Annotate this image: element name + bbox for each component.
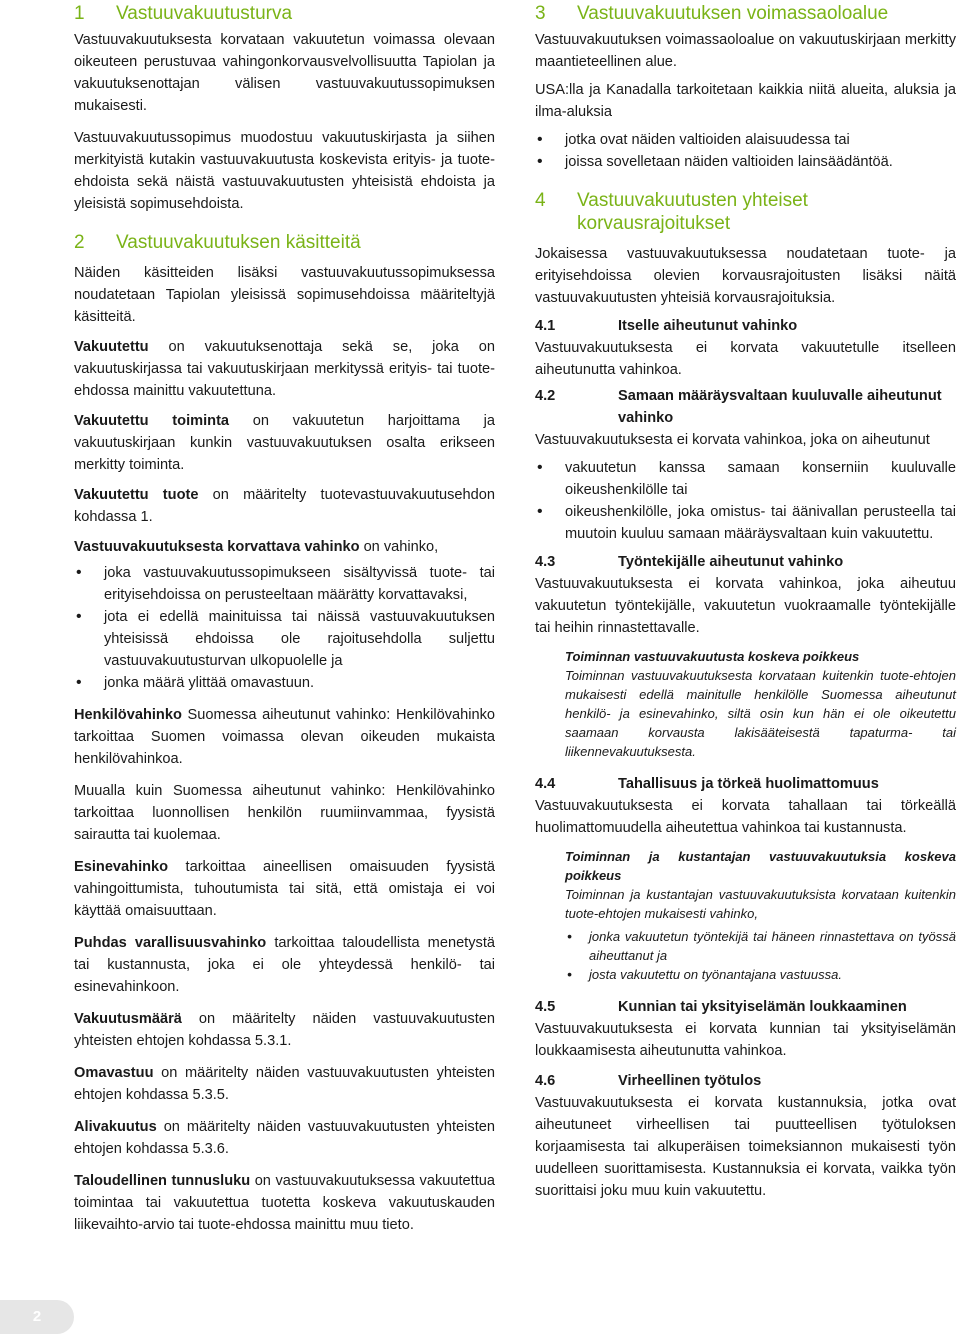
exception-note: [535, 847, 956, 984]
list-item: • jonka määrä ylittää omavastuun.: [74, 672, 495, 694]
list-item: • josta vakuutettu on työnantajana vastuussa.: [565, 965, 956, 984]
subsection-text: Vastuuvakuutuksesta ei korvata kustannuksia, jotka ovat aiheutuneet virheellisen tai puutteellisen työtuloksen korjaamisesta tai alkuperäisen toimeksiannon mukaisesti työn uudelleen suorittamisesta. Kustannuksia ei korvata, vaikka työn suorittaisi joku muu kuin vakuutettu.: [535, 1095, 956, 1199]
list-item: • joka vastuuvakuutussopimukseen sisältyvissä tuote- tai erityisehdoissa on perusteeltaan määrätty korvattavaksi,: [74, 562, 495, 606]
section-1-paragraph: Vastuuvakuutussopimus muodostuu vakuutuskirjasta ja siihen merkityistä kutakin vastuuvakuutusta koskevista erityis- ja tuote-ehdoista sekä näistä vastuuvakuutusten yhteisistä ehdoista ja yleisistä sopimusehdoista.: [74, 130, 495, 212]
subsection-4-3-heading: 4.3 Työntekijälle aiheutunut vahinko: [535, 554, 844, 570]
list-item: • oikeushenkilölle, joka omistus- tai äänivallan perusteella tai muutoin kuuluu samaan määräysvaltaan kuin vakuutettu.: [535, 501, 956, 545]
list-item: • vakuutetun kanssa samaan konserniin kuuluvalle oikeushenkilölle tai: [535, 457, 956, 501]
damage-conditions-list: [74, 562, 495, 694]
subsection-4-2-heading: 4.2 Samaan määräysvaltaan kuuluvalle aiheutunut vahinko: [535, 388, 942, 426]
definition: Vakuutusmäärä on määritelty näiden vastuuvakuutusten yhteisten ehtojen kohdassa 5.3.1.: [74, 1011, 495, 1049]
area-list: [535, 129, 956, 173]
list-item: • jotka ovat näiden valtioiden alaisuudessa tai: [535, 129, 956, 151]
exception-note: [535, 647, 956, 761]
definition: Esinevahinko tarkoittaa aineellisen omaisuuden fyysistä vahingoittumista, tuhoutumista tai sitä, että omistaja ei voi käyttää omaisuuttaan.: [74, 859, 495, 919]
note-text: Toiminnan vastuuvakuutuksesta korvataan kuitenkin tuote-ehtojen mukaisesti edellä mainitulle henkilölle Suomessa aiheutunut henkilö- ja esinevahinko, siltä osin kun hän ei ole oikeutettu saamaan korvausta lakisääteisestä tapaturma- tai liikennevakuutuksesta.: [565, 668, 956, 759]
subsection-text: Vastuuvakuutuksesta ei korvata kunnian tai yksityiselämän loukkaamisesta aiheutunutta vahinkoa.: [535, 1021, 956, 1059]
definition: Alivakuutus on määritelty näiden vastuuvakuutusten yhteisten ehtojen kohdassa 5.3.6.: [74, 1119, 495, 1157]
section-3-paragraph: USA:lla ja Kanadalla tarkoitetaan kaikkia niitä alueita, aluksia ja ilma-aluksia: [535, 82, 956, 120]
list-item: • jota ei edellä mainituissa tai näissä vastuuvakuutuksen yhteisissä ehdoissa ole rajoitusehdolla suljettu vastuuvakuutusturvan ulkopuolelle ja: [74, 606, 495, 672]
definition: Puhdas varallisuusvahinko tarkoittaa taloudellista menetystä tai kustannusta, joka ei ole yhteydessä henkilö- tai esinevahinkoon.: [74, 935, 496, 995]
list-item: • jonka vakuutetun työntekijä tai häneen rinnastettava on työssä aiheuttanut ja: [565, 927, 956, 965]
definition: Taloudellinen tunnusluku on vastuuvakuutuksessa vakuutettua toimintaa tai vakuutettua tuotetta koskeva vakuutuskauden liikevaihto-arvio tai tuote-ehdossa mainittu muu tieto.: [74, 1173, 495, 1233]
section-1-paragraph: Vastuuvakuutuksesta korvataan vakuutetun voimassa olevaan oikeuteen perustuvaa vahingonkorvausvelvollisuutta Tapiolan ja vakuutuksenottajan välisen vastuuvakuutussopimuksen mukaisesti.: [74, 32, 495, 114]
section-2-intro: Näiden käsitteiden lisäksi vastuuvakuutussopimuksessa noudatetaan Tapiolan yleisissä sopimusehdoissa määriteltyjä käsitteitä.: [74, 265, 495, 325]
definition: Muualla kuin Suomessa aiheutunut vahinko: Henkilövahinko tarkoittaa luonnollisen henkilön ruumiinvammaa, fyysistä sairautta tai kuolemaa.: [74, 783, 495, 843]
section-1-heading: 1 Vastuuvakuutusturva: [74, 3, 293, 24]
definition: Vastuuvakuutuksesta korvattava vahinko on vahinko,: [74, 539, 439, 555]
subsection-4-5-heading: 4.5 Kunnian tai yksityiselämän loukkaaminen: [535, 999, 907, 1015]
section-3-heading: 3 Vastuuvakuutuksen voimassaoloalue: [535, 3, 889, 24]
definition: Henkilövahinko Suomessa aiheutunut vahinko: Henkilövahinko tarkoittaa Suomen voimassa olevan oikeuden mukaista henkilövahinkoa.: [74, 707, 495, 767]
definition: Vakuutettu on vakuutuksenottaja sekä se, joka on vakuutuskirjassa tai vakuutuskirjaan merkityssä erityis- tai tuote-ehdossa mainittu vakuutettuna.: [74, 339, 495, 399]
subsection-4-6-heading: 4.6 Virheellinen työtulos: [535, 1073, 762, 1089]
note-text: Toiminnan ja kustantajan vastuuvakuutuksista korvataan kuitenkin tuote-ehtojen mukaisesti vahinko,: [565, 887, 956, 921]
section-4-intro: Jokaisessa vastuuvakuutuksessa noudatetaan tuote- ja erityisehdoissa olevien korvausrajoitusten lisäksi näitä vastuuvakuutusten yhteisiä korvausrajoituksia.: [535, 246, 956, 306]
subsection-list: [535, 457, 956, 545]
list-item: • joissa sovelletaan näiden valtioiden lainsäädäntöä.: [535, 151, 956, 173]
section-4-heading: 4 Vastuuvakuutusten yhteiset korvausrajoitukset: [535, 190, 808, 234]
section-3-paragraph: Vastuuvakuutuksen voimassaoloalue on vakuutuskirjaan merkitty maantieteellinen alue.: [535, 32, 956, 70]
definition: Omavastuu on määritelty näiden vastuuvakuutusten yhteisten ehtojen kohdassa 5.3.5.: [74, 1065, 495, 1103]
subsection-text: Vastuuvakuutuksesta ei korvata vahinkoa, joka aiheutuu vakuutetun työntekijälle, vakuutetun vuokraamalle työntekijälle tai heihin rinnastettavalle.: [535, 576, 956, 636]
definition: Vakuutettu toiminta on vakuutetun harjoittama ja vakuutuskirjaan kunkin vastuuvakuutuksen osalta erikseen merkitty toiminta.: [74, 413, 495, 473]
page-number: 2: [0, 1300, 74, 1334]
subsection-text: Vastuuvakuutuksesta ei korvata vahinkoa, joka on aiheutunut: [535, 432, 930, 448]
subsection-4-4-heading: 4.4 Tahallisuus ja törkeä huolimattomuus: [535, 776, 879, 792]
left-column: [74, 0, 495, 1236]
definition: Vakuutettu tuote on määritelty tuotevastuuvakuutusehdon kohdassa 1.: [74, 487, 495, 525]
subsection-text: Vastuuvakuutuksesta ei korvata vakuutetulle itselleen aiheutunutta vahinkoa.: [535, 340, 956, 378]
note-title: Toiminnan ja kustantajan vastuuvakuutuksia koskeva poikkeus: [565, 849, 956, 883]
subsection-4-1-heading: 4.1 Itselle aiheutunut vahinko: [535, 318, 798, 334]
note-list: [565, 927, 956, 984]
subsection-text: Vastuuvakuutuksesta ei korvata tahallaan tai törkeällä huolimattomuudella aiheutettua vahinkoa tai kustannusta.: [535, 798, 956, 836]
right-column: [535, 0, 956, 1202]
note-title: Toiminnan vastuuvakuutusta koskeva poikkeus: [565, 649, 860, 664]
section-2-heading: 2 Vastuuvakuutuksen käsitteitä: [74, 232, 361, 253]
